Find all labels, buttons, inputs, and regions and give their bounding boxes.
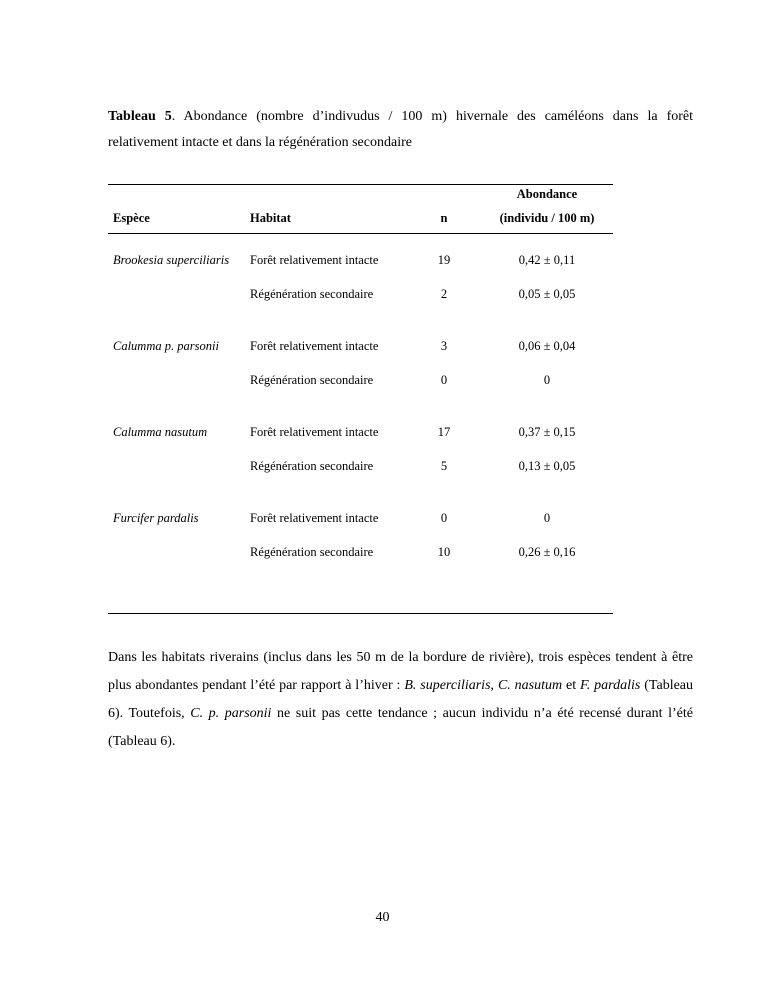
n-cell: 10 [437, 545, 451, 559]
abundance-cell: 0 [543, 373, 551, 387]
abundance-cell: 0,42 ± 0,11 [518, 253, 576, 267]
header-habitat: Habitat [250, 211, 291, 225]
abundance-cell: 0,06 ± 0,04 [518, 339, 576, 353]
table-row [108, 459, 613, 479]
paragraph-text: ne suit pas cette tendance ; aucun individu n’a été recensé durant l’été (Tableau 6). [108, 706, 693, 749]
habitat-cell: Forêt relativement intacte [250, 339, 379, 353]
abundance-cell: 0,13 ± 0,05 [518, 459, 576, 473]
table-group [108, 511, 613, 581]
table-group [108, 425, 613, 495]
species-name: Calumma nasutum [113, 425, 208, 439]
paragraph-text: , [490, 678, 498, 693]
table-caption [108, 104, 693, 156]
n-cell: 17 [437, 425, 451, 439]
page-number: 40 [375, 910, 390, 925]
header-n: n [440, 211, 448, 225]
abundance-cell: 0 [543, 511, 551, 525]
header-abundance-line1: Abondance [516, 187, 578, 201]
n-cell: 19 [437, 253, 451, 267]
habitat-cell: Régénération secondaire [250, 459, 374, 473]
species-ref: F. pardalis [580, 678, 641, 693]
paragraph-text: et [562, 678, 581, 693]
body-paragraph [108, 644, 693, 756]
habitat-cell: Régénération secondaire [250, 545, 374, 559]
n-cell: 2 [440, 287, 448, 301]
n-cell: 0 [440, 511, 448, 525]
habitat-cell: Forêt relativement intacte [250, 511, 379, 525]
n-cell: 0 [440, 373, 448, 387]
table-row [108, 287, 613, 307]
header-abundance-line2: (individu / 100 m) [499, 211, 595, 225]
species-ref: C. p. parsonii [190, 706, 272, 721]
habitat-cell: Régénération secondaire [250, 373, 374, 387]
table-row [108, 339, 613, 359]
habitat-cell: Régénération secondaire [250, 287, 374, 301]
abundance-table [108, 184, 613, 614]
n-cell: 3 [440, 339, 448, 353]
species-name: Furcifer pardalis [113, 511, 199, 525]
species-name: Brookesia superciliaris [113, 253, 230, 267]
n-cell: 5 [440, 459, 448, 473]
table-row [108, 425, 613, 445]
species-ref: B. superciliaris [404, 678, 491, 693]
table-row [108, 253, 613, 273]
table-group [108, 339, 613, 409]
paragraph-text: (Tableau 6). Toutefois, [108, 678, 694, 721]
abundance-cell: 0,37 ± 0,15 [518, 425, 576, 439]
table-row [108, 511, 613, 531]
table-group [108, 253, 613, 323]
table-label: Tableau 5 [108, 109, 172, 124]
table-row [108, 373, 613, 393]
habitat-cell: Forêt relativement intacte [250, 253, 379, 267]
table-caption-text: . Abondance (nombre d’indivudus / 100 m) hivernale des caméléons dans la forêt relativement intacte et dans la régénération secondaire [108, 109, 693, 150]
habitat-cell: Forêt relativement intacte [250, 425, 379, 439]
header-species: Espèce [113, 211, 150, 225]
abundance-cell: 0,05 ± 0,05 [518, 287, 576, 301]
species-name: Calumma p. parsonii [113, 339, 219, 353]
table-row [108, 545, 613, 565]
species-ref: C. nasutum [497, 678, 563, 693]
abundance-cell: 0,26 ± 0,16 [518, 545, 576, 559]
table-header [108, 185, 613, 234]
paragraph-text: Dans les habitats riverains (inclus dans les 50 m de la bordure de rivière), trois espèces tendent à être plus abondantes pendant l’été par rapport à l’hiver : [108, 650, 693, 693]
